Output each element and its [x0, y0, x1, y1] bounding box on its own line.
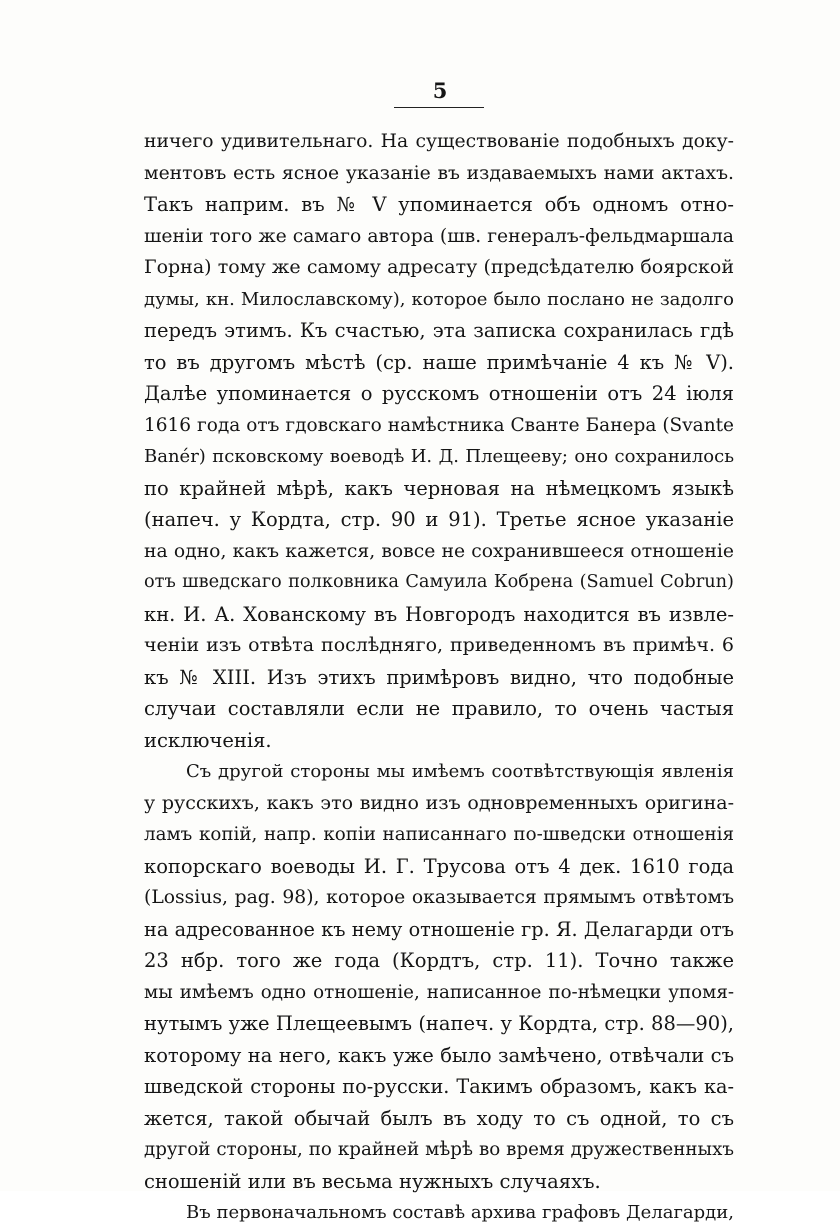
header-rule	[394, 107, 484, 108]
paragraph	[144, 1197, 734, 1229]
text-line: шеніи того же самаго автора (шв. генералъ-фельдмаршала	[144, 225, 734, 247]
paragraph	[144, 756, 734, 1197]
text-line: передъ этимъ. Къ счастью, эта записка сохранилась гдѣ	[144, 319, 734, 342]
text-line: то въ другомъ мѣстѣ (ср. наше примѣчаніе 4 къ № V).	[144, 350, 734, 374]
text-line: ментовъ есть ясное указаніе въ издаваемыхъ нами актахъ.	[144, 162, 734, 184]
text-line: шведской стороны по-русски. Такимъ образомъ, какъ ка-	[144, 1075, 734, 1098]
text-line: на одно, какъ кажется, вовсе не сохранившееся отношеніе	[144, 540, 734, 562]
text-line: Banér) псковскому воеводѣ И. Д. Плещееву; оно сохранилось	[144, 446, 734, 467]
text-line: другой стороны, по крайней мѣрѣ во время дружественныхъ	[144, 1139, 734, 1160]
text-line: исключенія.	[144, 728, 272, 752]
text-line: кн. И. А. Хованскому въ Новгородъ находится въ извле-	[144, 602, 734, 626]
text-line: Съ другой стороны мы имѣемъ соотвѣтствующія явленія	[186, 761, 734, 782]
text-line: Въ первоначальномъ составѣ архива графовъ Делагарди,	[186, 1202, 734, 1223]
text-line: которому на него, какъ уже было замѣчено, отвѣчали съ	[144, 1043, 734, 1067]
text-line: ламъ копій, напр. копіи написаннаго по-шведски отношенія	[144, 824, 734, 845]
text-line: отъ шведскаго полковника Самуила Кобрена (Samuel Cobrun)	[144, 572, 734, 592]
text-line: ченіи изъ отвѣта послѣдняго, приведенномъ въ примѣч. 6	[144, 634, 734, 656]
page-number: 5	[432, 78, 448, 103]
text-line: къ № XIII. Изъ этихъ примѣровъ видно, что подобные	[144, 665, 734, 689]
text-line: думы, кн. Милославскому), которое было послано не задолго	[144, 288, 734, 310]
body-text	[144, 126, 734, 1229]
text-line: 1616 года отъ гдовскаго намѣстника Сванте Банера (Svante	[144, 414, 734, 436]
text-line: сношеній или въ весьма нужныхъ случаяхъ.	[144, 1169, 601, 1193]
text-line: Горна) тому же самому адресату (предсѣдателю боярской	[144, 256, 734, 278]
text-line: мы имѣемъ одно отношеніе, написанное по-нѣмецки упомя-	[144, 981, 734, 1003]
text-line: у русскихъ, какъ это видно изъ одновременныхъ оригина-	[144, 791, 734, 814]
text-line: ничего удивительнаго. На существованіе подобныхъ доку-	[144, 131, 734, 152]
paragraph	[144, 126, 734, 756]
text-line: (Lossius, pag. 98), которое оказывается прямымъ отвѣтомъ	[144, 887, 734, 908]
text-line: 23 нбр. того же года (Кордтъ, стр. 11). Точно также	[144, 949, 734, 972]
text-line: Такъ наприм. въ № V упоминается объ одномъ отно-	[144, 193, 734, 216]
text-line: на адресованное къ нему отношеніе гр. Я. Делагарди отъ	[144, 917, 734, 941]
text-line: (напеч. у Кордта, стр. 90 и 91). Третье ясное указаніе	[144, 508, 734, 531]
text-line: нутымъ уже Плещеевымъ (напеч. у Кордта, стр. 88—90),	[144, 1012, 734, 1035]
text-line: случаи составляли если не правило, то очень частыя	[144, 697, 734, 720]
text-line: копорскаго воеводы И. Г. Трусова отъ 4 дек. 1610 года	[144, 854, 734, 878]
text-line: жется, такой обычай былъ въ ходу то съ одной, то съ	[144, 1106, 734, 1130]
text-line: по крайней мѣрѣ, какъ черновая на нѣмецкомъ языкѣ	[144, 476, 734, 500]
text-line: Далѣе упоминается о русскомъ отношеніи отъ 24 іюля	[144, 382, 734, 405]
